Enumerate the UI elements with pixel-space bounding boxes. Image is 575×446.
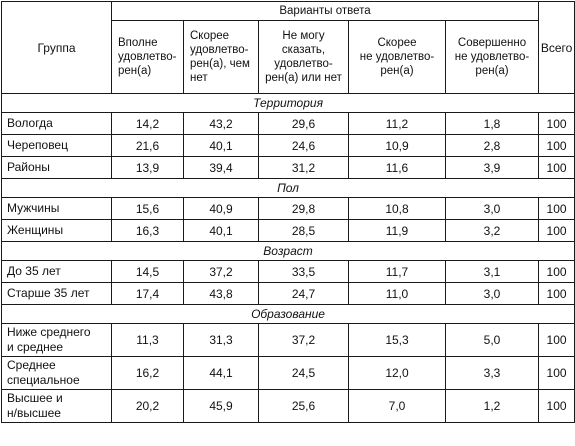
total-cell: 100 (539, 113, 575, 135)
text-line: удовлетво- (118, 51, 177, 63)
value-cell: 20,2 (112, 390, 184, 423)
value-cell: 17,4 (112, 283, 184, 305)
value-cell: 31,3 (184, 324, 259, 357)
value-cell: 2,8 (446, 135, 539, 157)
value-cell: 37,2 (184, 261, 259, 283)
value-cell: 16,3 (112, 220, 184, 242)
row-label (2, 113, 112, 135)
value-cell: 33,5 (259, 261, 349, 283)
section-row (2, 94, 575, 113)
value-cell: 3,9 (446, 157, 539, 179)
value-cell: 40,1 (184, 220, 259, 242)
table-row (2, 357, 575, 390)
value-cell: 25,6 (259, 390, 349, 423)
total-cell: 100 (539, 220, 575, 242)
value-cell: 11,6 (349, 157, 446, 179)
value-cell: 10,8 (349, 198, 446, 220)
table-row (2, 113, 575, 135)
value-cell: 31,2 (259, 157, 349, 179)
text-line: Вологда (7, 116, 53, 130)
value-cell: 24,7 (259, 283, 349, 305)
value-cell: 11,2 (349, 113, 446, 135)
value-cell: 43,2 (184, 113, 259, 135)
text-line: Вполне (118, 37, 158, 49)
total-cell: 100 (539, 261, 575, 283)
value-cell: 15,6 (112, 198, 184, 220)
section-title: Возраст (2, 242, 575, 261)
text-line: Высшее и (7, 391, 63, 405)
value-cell: 3,1 (446, 261, 539, 283)
table-row (2, 157, 575, 179)
text-line: н/высшее (7, 406, 61, 420)
section-row (2, 242, 575, 261)
value-cell: 11,0 (349, 283, 446, 305)
table-row (2, 198, 575, 220)
row-label (2, 220, 112, 242)
total-cell: 100 (539, 283, 575, 305)
value-cell: 43,8 (184, 283, 259, 305)
table-row (2, 324, 575, 357)
value-cell: 29,6 (259, 113, 349, 135)
text-line: Ниже среднего (7, 325, 91, 339)
text-line: рен(а), чем (190, 58, 250, 70)
text-line: рен(а) (380, 65, 414, 77)
value-cell: 1,2 (446, 390, 539, 423)
text-line: Районы (7, 160, 50, 174)
text-line: нет (190, 72, 208, 84)
row-label (2, 324, 112, 357)
table-row (2, 261, 575, 283)
section-title: Территория (2, 94, 575, 113)
value-cell: 3,2 (446, 220, 539, 242)
row-label (2, 157, 112, 179)
value-cell: 13,9 (112, 157, 184, 179)
total-column-header: Всего (539, 2, 575, 94)
total-cell: 100 (539, 157, 575, 179)
answer-option-header (112, 21, 184, 94)
value-cell: 44,1 (184, 357, 259, 390)
value-cell: 3,3 (446, 357, 539, 390)
total-cell: 100 (539, 357, 575, 390)
text-line: Скорее (377, 37, 417, 49)
value-cell: 3,0 (446, 198, 539, 220)
value-cell: 7,0 (349, 390, 446, 423)
value-cell: 14,2 (112, 113, 184, 135)
answer-option-header (446, 21, 539, 94)
value-cell: 16,2 (112, 357, 184, 390)
total-cell: 100 (539, 198, 575, 220)
text-line: удовлетво- (274, 58, 333, 70)
text-line: До 35 лет (7, 264, 61, 278)
text-line: сказать, (281, 44, 326, 56)
satisfaction-table (1, 1, 575, 423)
value-cell: 21,6 (112, 135, 184, 157)
text-line: Совершенно (457, 37, 527, 49)
value-cell: 39,4 (184, 157, 259, 179)
value-cell: 14,5 (112, 261, 184, 283)
variants-header: Варианты ответа (112, 2, 539, 21)
value-cell: 5,0 (446, 324, 539, 357)
total-cell: 100 (539, 324, 575, 357)
total-cell: 100 (539, 390, 575, 423)
table-row (2, 135, 575, 157)
answer-option-header (184, 21, 259, 94)
text-line: рен(а) или нет (265, 72, 342, 84)
value-cell: 40,9 (184, 198, 259, 220)
text-line: Среднее (7, 358, 56, 372)
text-line: Не могу (282, 30, 325, 42)
answer-option-header (259, 21, 349, 94)
total-cell: 100 (539, 135, 575, 157)
text-line: и среднее (7, 340, 64, 354)
value-cell: 15,3 (349, 324, 446, 357)
row-label (2, 198, 112, 220)
section-row (2, 305, 575, 324)
row-label (2, 261, 112, 283)
value-cell: 3,0 (446, 283, 539, 305)
row-label (2, 135, 112, 157)
section-title: Образование (2, 305, 575, 324)
text-line: рен(а) (475, 65, 509, 77)
value-cell: 28,5 (259, 220, 349, 242)
value-cell: 24,6 (259, 135, 349, 157)
section-row (2, 179, 575, 198)
text-line: не удовлетво- (454, 51, 530, 63)
answer-option-header (349, 21, 446, 94)
value-cell: 12,0 (349, 357, 446, 390)
value-cell: 37,2 (259, 324, 349, 357)
value-cell: 10,9 (349, 135, 446, 157)
value-cell: 11,7 (349, 261, 446, 283)
value-cell: 29,8 (259, 198, 349, 220)
row-label (2, 357, 112, 390)
group-column-header: Группа (2, 2, 112, 94)
text-line: Скорее (190, 30, 230, 42)
row-label (2, 390, 112, 423)
value-cell: 45,9 (184, 390, 259, 423)
value-cell: 24,5 (259, 357, 349, 390)
value-cell: 11,3 (112, 324, 184, 357)
value-cell: 40,1 (184, 135, 259, 157)
value-cell: 1,8 (446, 113, 539, 135)
text-line: не удовлетво- (359, 51, 435, 63)
text-line: специальное (7, 373, 80, 387)
value-cell: 11,9 (349, 220, 446, 242)
table-row (2, 283, 575, 305)
text-line: Женщины (7, 223, 64, 237)
text-line: Мужчины (7, 201, 60, 215)
text-line: Старше 35 лет (7, 286, 90, 300)
text-line: рен(а) (118, 65, 152, 77)
table-row (2, 220, 575, 242)
table-row (2, 390, 575, 423)
section-title: Пол (2, 179, 575, 198)
row-label (2, 283, 112, 305)
text-line: Череповец (7, 138, 68, 152)
text-line: удовлетво- (190, 44, 249, 56)
